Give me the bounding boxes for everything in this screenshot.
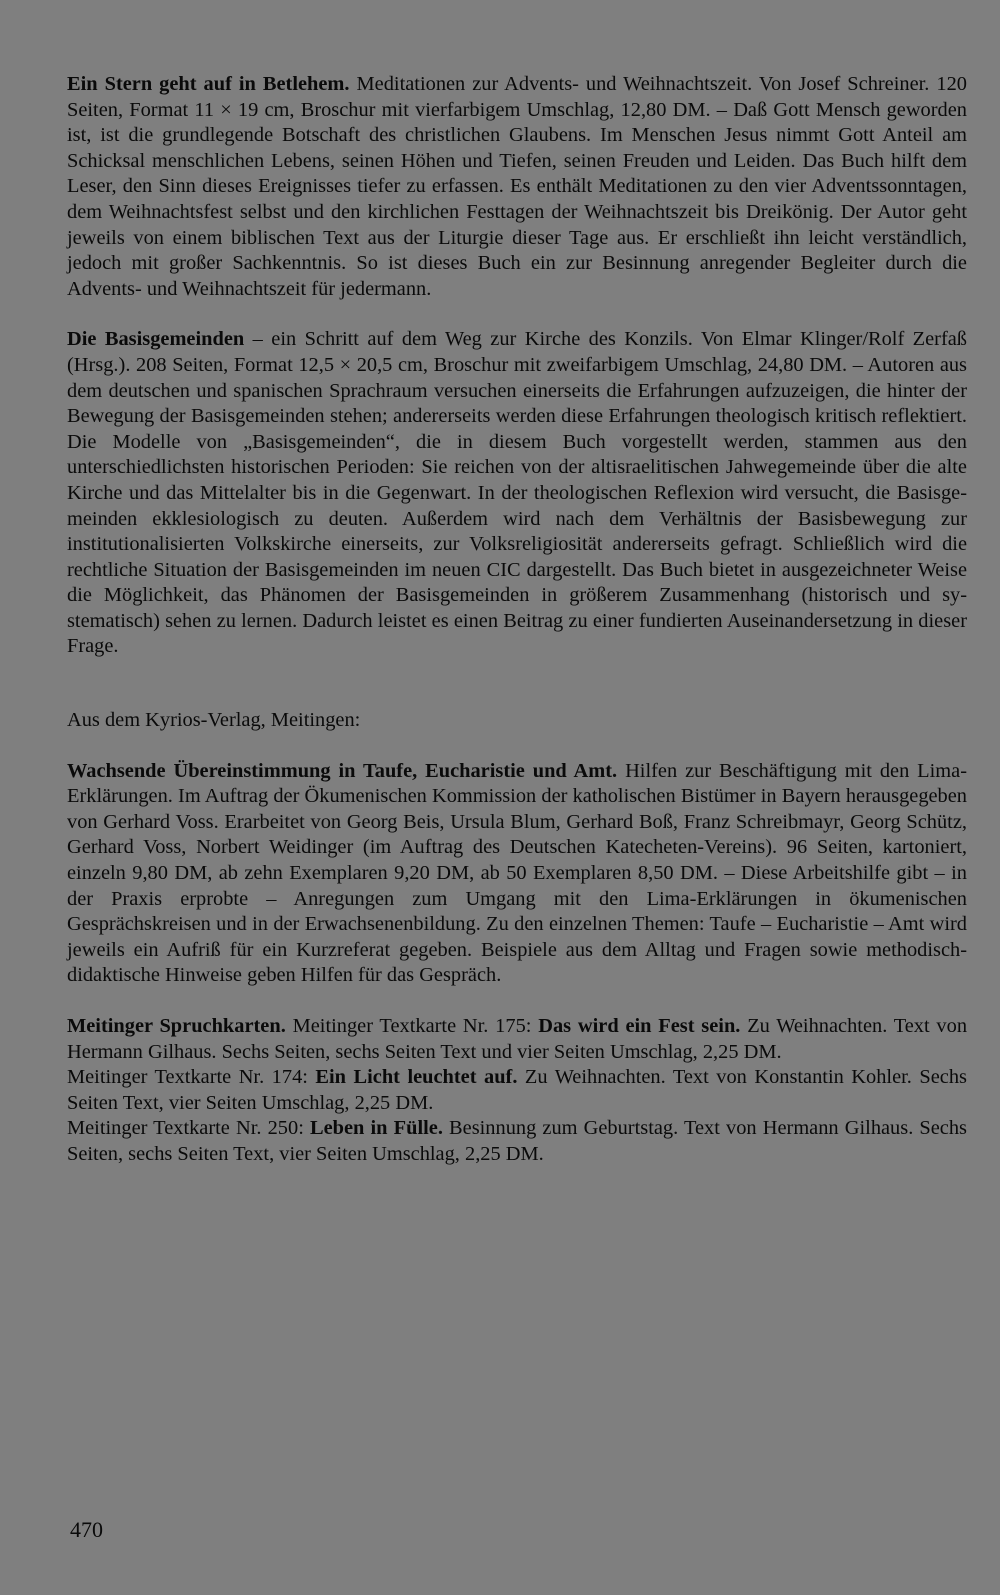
card-title: Das wird ein Fest sein. [538,1015,741,1037]
entry-text: Besinnung zum Geburtstag. Text von Hermann Gilhaus. Sechs Seiten, sechs Seiten Text, vier Seiten Umschlag, 2,25 DM. [67,1117,967,1165]
entry-title: Die Basisgemeinden [67,328,245,351]
card-title: Leben in Fülle. [310,1117,443,1140]
entry-text: Meditationen zur Advents- und Weihnachtszeit. Von Josef Schreiner. 120 Seiten, Format 11 × 19 cm, Broschur mit vierfarbigem Umschlag, 12,80 DM. – Daß Gott Mensch geworden ist, ist die grundlegende Botschaft des christlichen Glaubens. Im Menschen Jesus nimmt Gott Anteil am Schicksal menschlichen Lebens, seinen Höhen und Tiefen, seinen Freuden und Leiden. Das Buch hilft dem Leser, den Sinn dieses Ereignisses tiefer zu erfassen. Es enthält Meditationen zu den vier Adventssonntagen, dem Weihnachtsfest selbst und den kirchlichen Festtagen der Weihnachtszeit bis Dreikönig. Der Autor geht jeweils von einem biblischen Text aus der Liturgie dieser Tage aus. Er erschließt ihn leicht verständlich, jedoch mit großer Sachkenntnis. So ist dieses Buch ein zur Besinnung anregender Begleiter durch die Advents- und Weihnachtszeit für jedermann. [67,73,967,300]
entry-basisgemeinden [67,327,967,660]
card-title: Ein Licht leuchtet auf. [315,1066,518,1089]
publisher-heading: Aus dem Kyrios-Verlag, Meitingen: [67,709,361,732]
entry-text: Meitinger Textkarte Nr. 175: [285,1015,539,1037]
entry-text: Meitinger Textkarte Nr. 250: [67,1117,310,1140]
entry-stern [67,72,967,302]
entry-text: Zu Weihnachten. Text von Hermann Gilhaus. Sechs Seiten, sechs Seiten Text und vier Seiten Umschlag, 2,25 DM. [67,1015,968,1063]
entry-text: Meitinger Textkarte Nr. 174: [67,1066,316,1089]
entry-text: Zu Weihnachten. Text von Konstantin Kohler. Sechs Seiten Text, vier Seiten Umschlag, 2,25 DM. [67,1066,967,1114]
entry-text: – ein Schritt auf dem Weg zur Kirche des Konzils. Von Elmar Klinger/Rolf Zerfaß (Hrsg.). 208 Seiten, Format 12,5 × 20,5 cm, Broschur mit zweifarbigem Umschlag, 24,80 DM. – Autoren aus dem deutschen und spanischen Sprachraum versuchen einerseits die Erfahrungen aufzuzeigen, die hinter der Bewegung der Basisgemeinden stehen; andererseits werden diese Erfahrungen theologisch kritisch reflektiert. Die Modelle von „Basisgemeinden“, die in diesem Buch vorgestellt werden, stammen aus den unterschiedlichsten historischen Perioden: Sie reichen von der altisraelitischen Jahwegemeinde über die alte Kirche und das Mittelalter bis in die Gegenwart. In der theologischen Reflexion wird versucht, die Basisgemeinden ekklesiologisch zu deuten. Außerdem wird nach dem Verhältnis der Basisbewegung zur institutionalisierten Volkskirche einerseits, zur Volksreligiosität andererseits gefragt. Schließlich wird die rechtliche Situation der Basisgemeinden im neuen CIC dargestellt. Das Buch bietet in ausgezeichneter Weise die Möglichkeit, das Phänomen der Basisgemeinden in größerem Zusammenhang (historisch und systematisch) sehen zu lernen. Dadurch leistet es einen Beitrag zu einer fundierten Auseinandersetzung in dieser Frage. [67,328,967,658]
entry-spruchkarten [67,1014,967,1065]
document-page [67,72,967,1168]
page-number: 470 [70,1517,103,1542]
entry-text: Hilfen zur Beschäftigung mit den Lima-Erklärungen. Im Auftrag der Ökumenischen Kommission der katholischen Bistümer in Bayern herausgegeben von Gerhard Voss. Erarbeitet von Georg Beis, Ursula Blum, Gerhard Boß, Franz Schreibmayr, Georg Schütz, Gerhard Voss, Norbert Weidinger (im Auftrag des Deutschen Katecheten-Vereins). 96 Seiten, kartoniert, einzeln 9,80 DM, ab zehn Exemplaren 9,20 DM, ab 50 Exemplaren 8,50 DM. – Diese Arbeitshilfe gibt – in der Praxis erprobte – Anregungen zum Umgang mit den Lima-Erklärungen in ökumenischen Gesprächskreisen und in der Erwachsenenbildung. Zu den einzelnen Themen: Taufe – Eucharistie – Amt wird jeweils ein Aufriß für ein Kurzreferat gegeben. Beispiele aus dem Alltag und Fragen sowie methodisch-didaktische Hinweise geben Hilfen für das Gespräch. [67,759,967,987]
entry-title: Ein Stern geht auf in Betlehem. [67,73,350,95]
entry-lima [67,759,967,989]
entry-title: Wachsende Übereinstimmung in Taufe, Eucharistie und Amt. [67,759,618,782]
entry-title: Meitinger Spruchkarten. [67,1015,286,1037]
entry-textkarte-250 [67,1116,967,1167]
entry-textkarte-174 [67,1065,967,1116]
